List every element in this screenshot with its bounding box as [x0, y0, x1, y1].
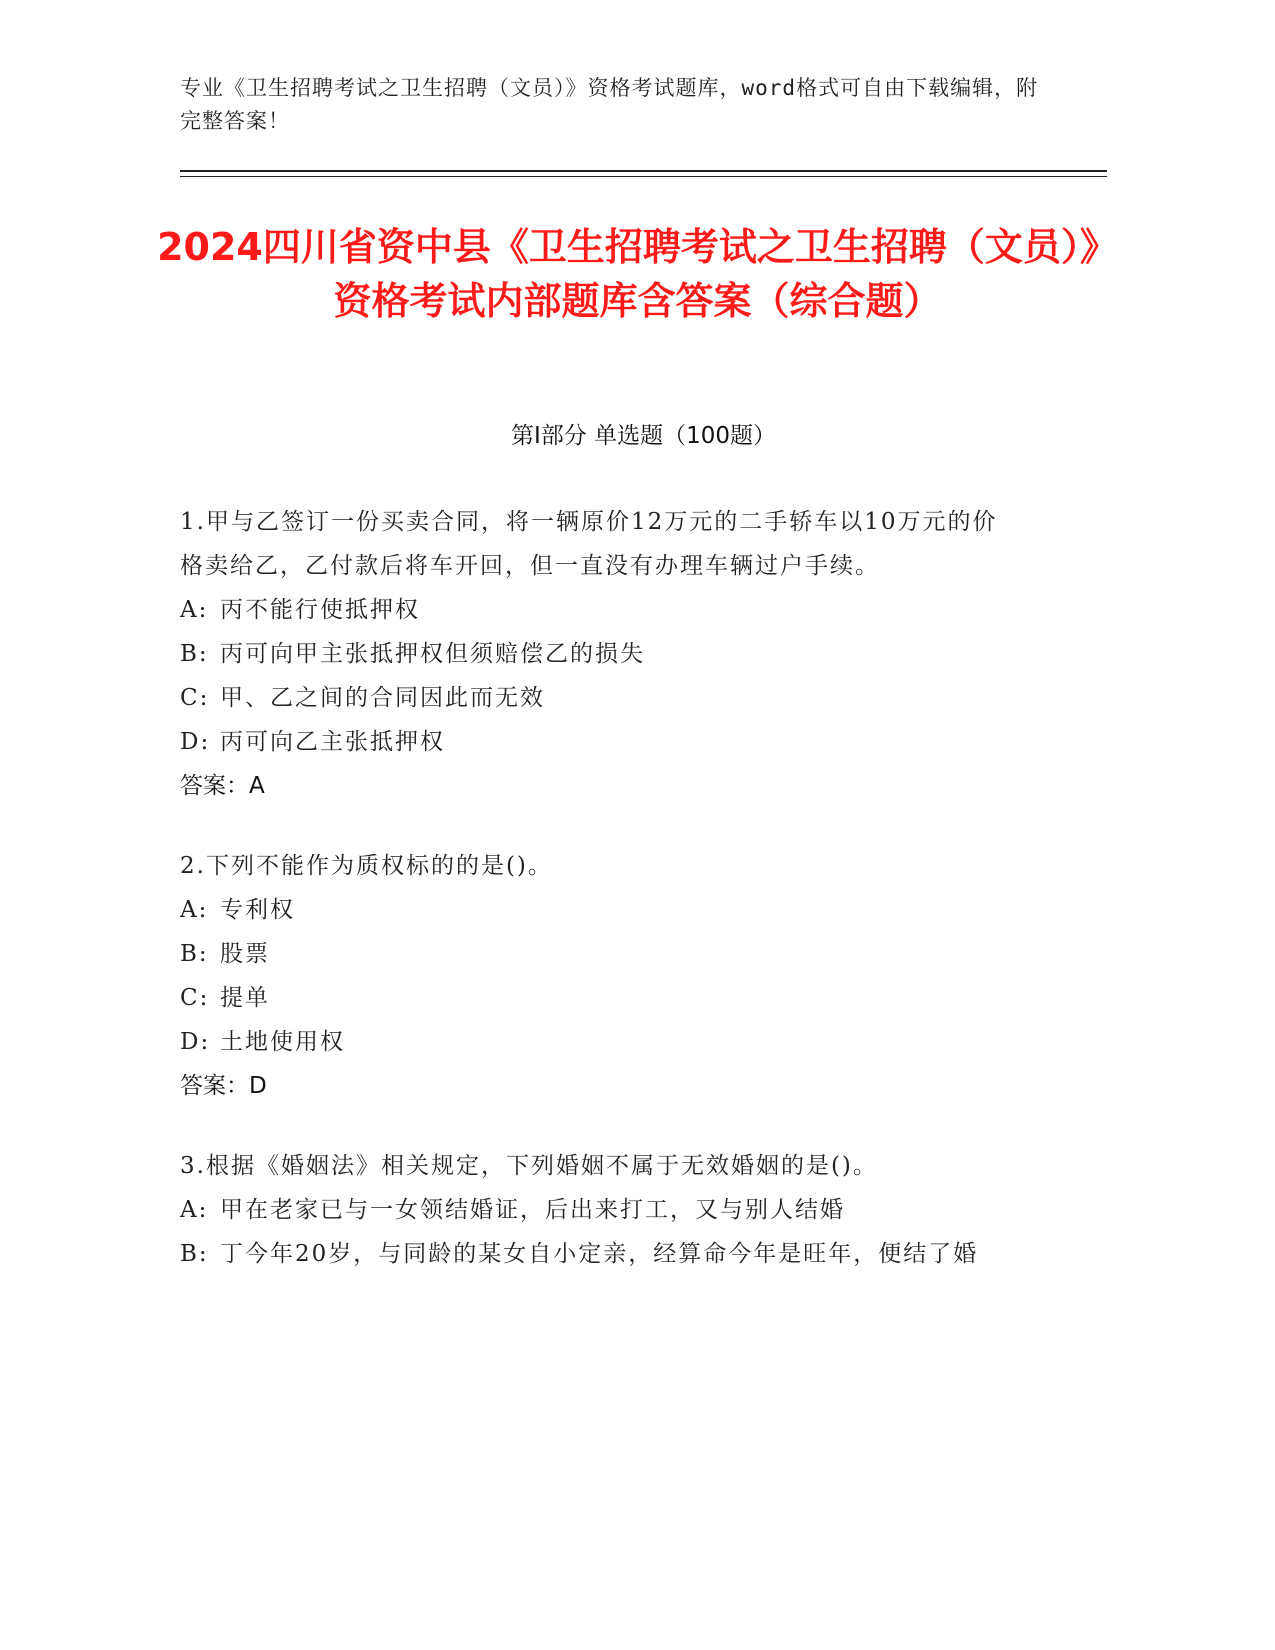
answer-line: 答案：A: [180, 773, 265, 799]
option-a: [180, 888, 1020, 932]
question-stem: 1.甲与乙签订一份买卖合同，将一辆原价12万元的二手轿车以10万元的价格卖给乙，乙付款后将车开回，但一直没有办理车辆过户手续。: [180, 509, 998, 579]
question-stem: 3.根据《婚姻法》相关规定，下列婚姻不属于无效婚姻的是()。: [180, 1153, 878, 1179]
option-letter: A:: [180, 597, 209, 623]
header-note: 专业《卫生招聘考试之卫生招聘（文员）》资格考试题库，word格式可自由下载编辑，附完整答案！: [180, 76, 1039, 133]
option-text: 丙可向甲主张抵押权但须赔偿乙的损失: [220, 641, 645, 667]
option-letter: A:: [180, 1197, 209, 1223]
option-text: 丙不能行使抵押权: [220, 597, 420, 623]
option-letter: B:: [180, 1241, 209, 1267]
option-letter: A:: [180, 897, 209, 923]
option-text: 提单: [220, 985, 270, 1011]
option-text: 专利权: [220, 897, 295, 923]
option-letter: B:: [180, 641, 209, 667]
question-1: [180, 500, 1020, 808]
option-letter: C:: [180, 685, 210, 711]
option-b: [180, 1232, 1020, 1276]
section-title: 第I部分 单选题（100题）: [511, 423, 776, 449]
option-text: 丁今年20岁，与同龄的某女自小定亲，经算命今年是旺年，便结了婚: [220, 1241, 979, 1267]
option-d: [180, 720, 1020, 764]
option-d: [180, 1020, 1020, 1064]
option-a: [180, 1188, 1020, 1232]
option-text: 股票: [220, 941, 270, 967]
question-2: [180, 844, 1020, 1108]
option-a: [180, 588, 1020, 632]
option-letter: C:: [180, 985, 210, 1011]
option-text: 土地使用权: [220, 1029, 345, 1055]
answer-line: 答案：D: [180, 1073, 267, 1099]
option-b: [180, 632, 1020, 676]
document-title: 2024四川省资中县《卫生招聘考试之卫生招聘（文员）》资格考试内部题库含答案（综合题）: [157, 225, 1118, 323]
option-letter: B:: [180, 941, 209, 967]
question-stem: 2.下列不能作为质权标的的是()。: [180, 853, 553, 879]
option-letter: D:: [180, 1029, 211, 1055]
option-letter: D:: [180, 729, 211, 755]
option-text: 甲、乙之间的合同因此而无效: [220, 685, 545, 711]
option-b: [180, 932, 1020, 976]
header-divider-thick: [180, 170, 1107, 172]
header-divider-thin: [180, 176, 1107, 177]
option-c: [180, 976, 1020, 1020]
question-3: [180, 1144, 1020, 1276]
option-c: [180, 676, 1020, 720]
option-text: 甲在老家已与一女领结婚证，后出来打工，又与别人结婚: [220, 1197, 845, 1223]
option-text: 丙可向乙主张抵押权: [220, 729, 445, 755]
question-list: [180, 500, 1020, 1312]
